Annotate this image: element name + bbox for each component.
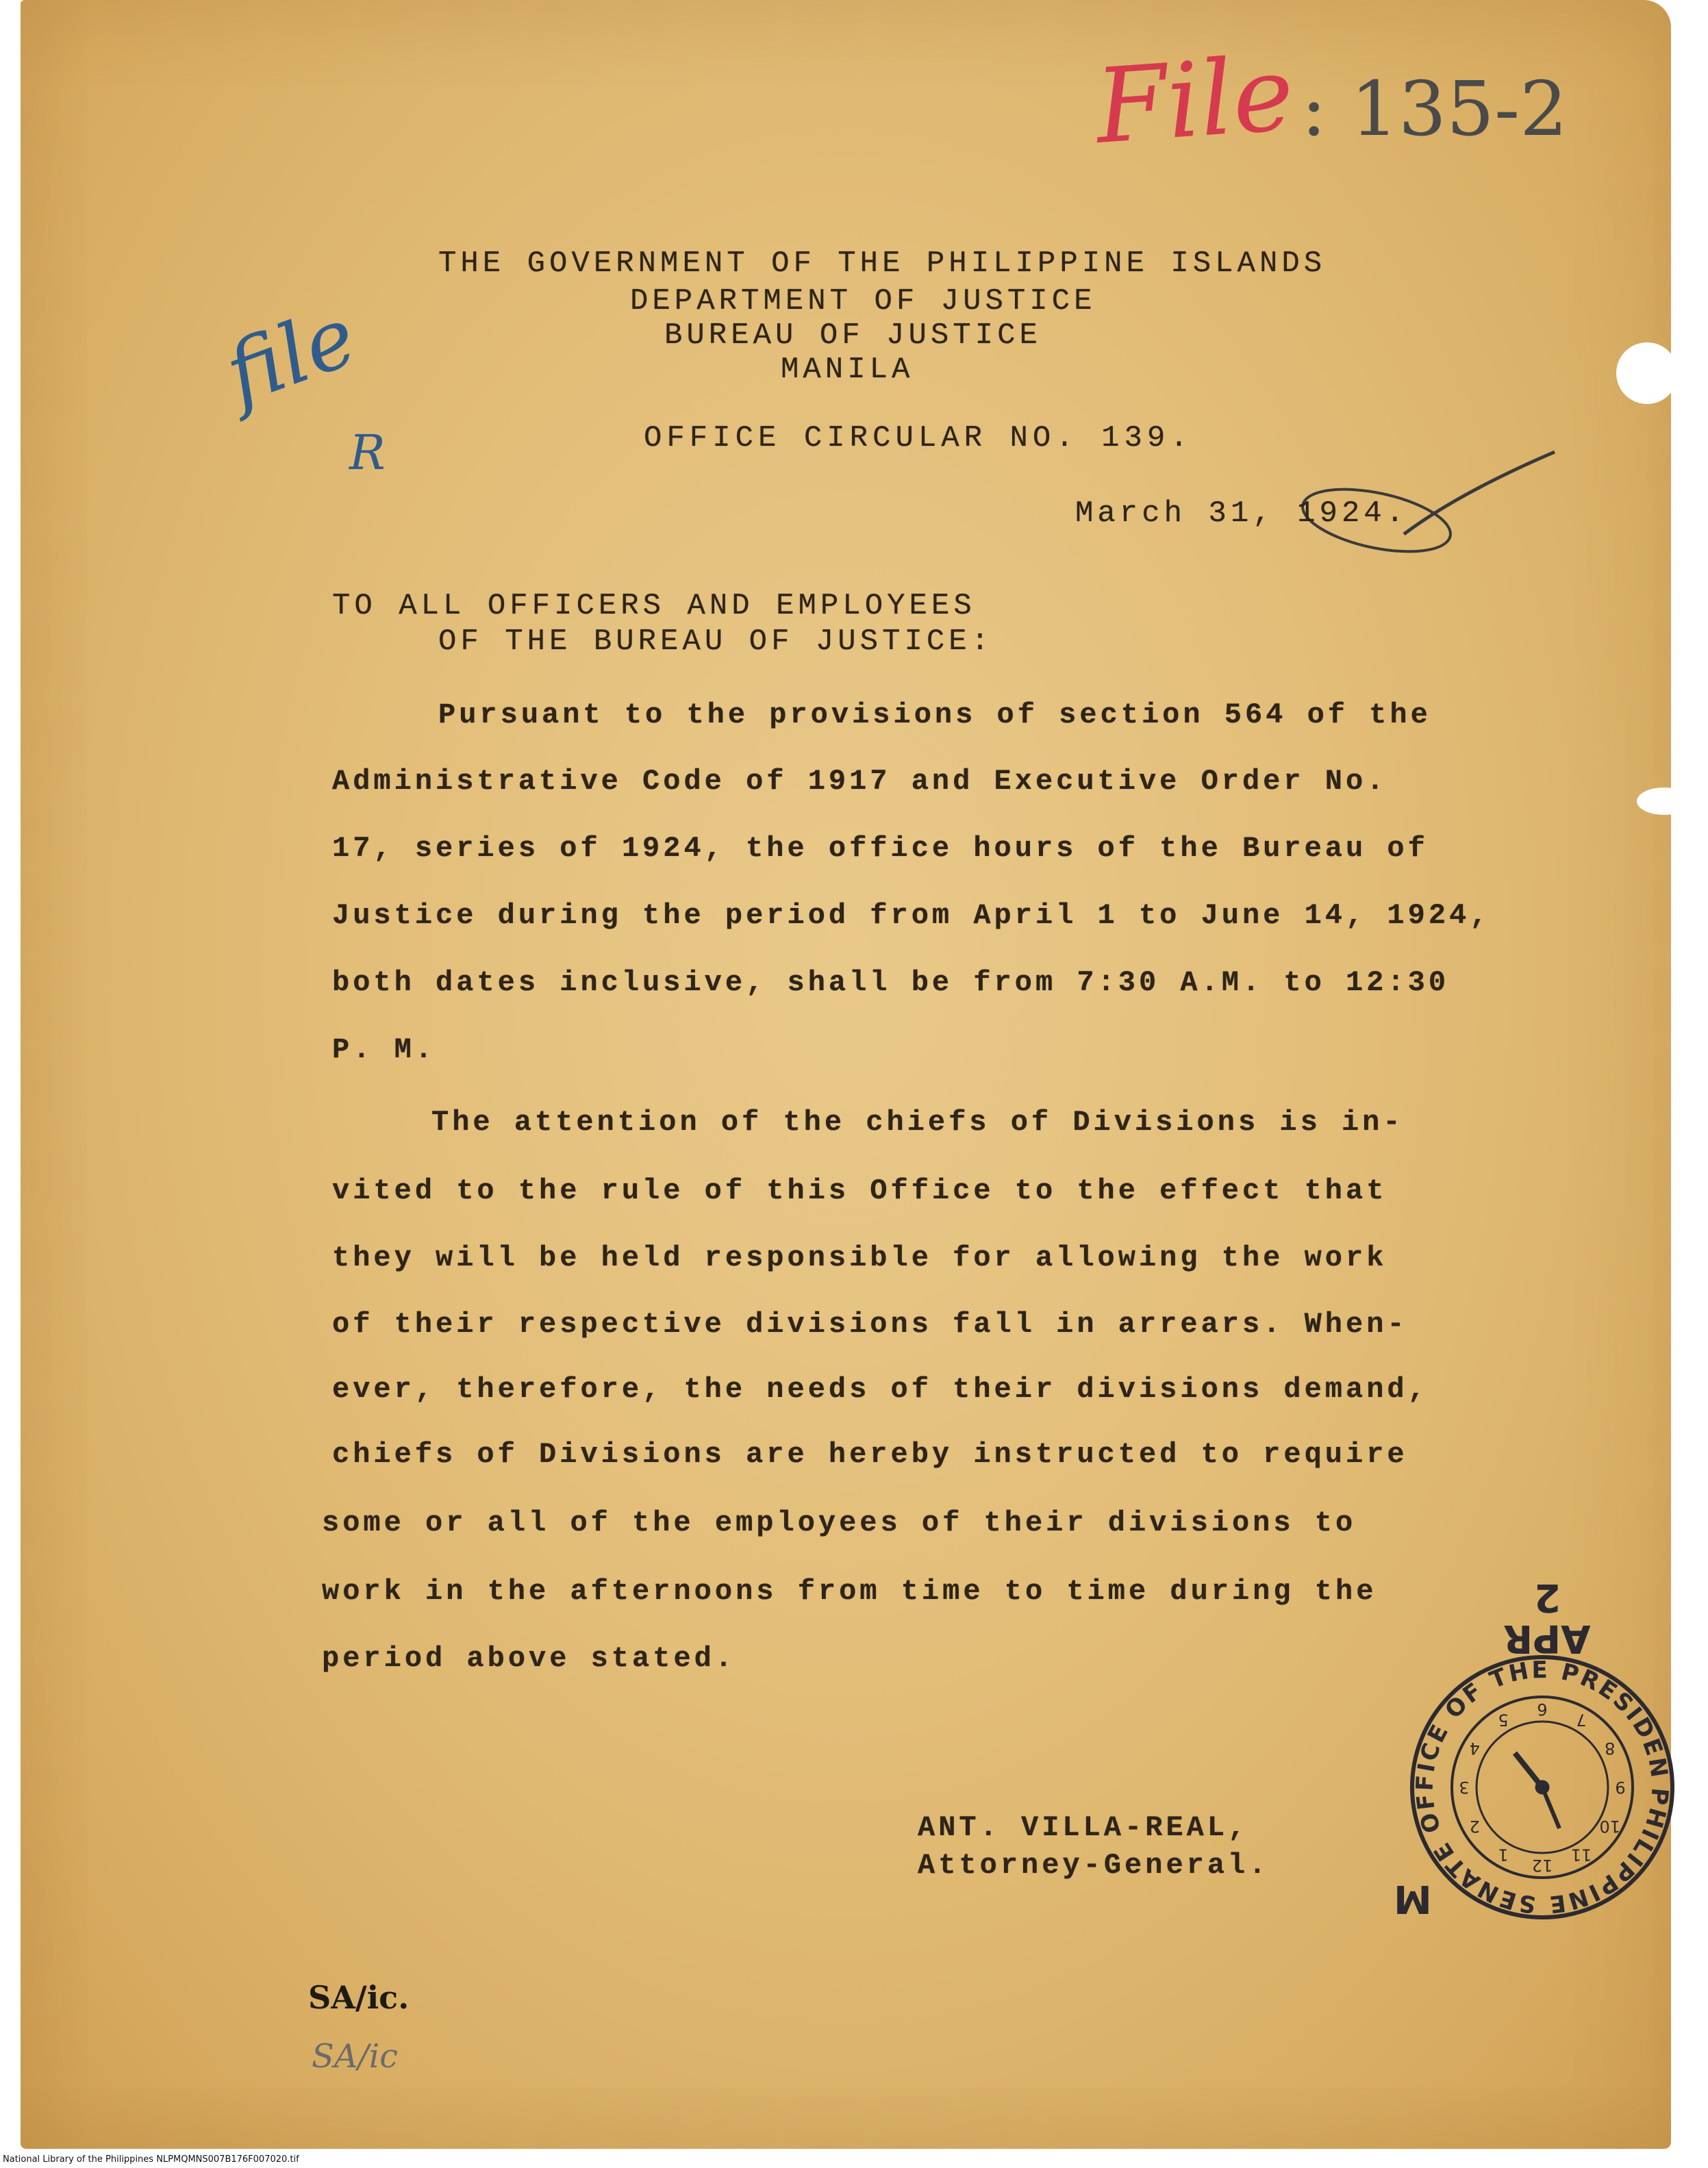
stamp-clock-numeral: 3: [1459, 1778, 1470, 1797]
left-margin-note: file: [213, 288, 368, 423]
body-line: Administrative Code of 1917 and Executive Order No.: [332, 765, 1387, 798]
stamp-clock-numeral: 10: [1599, 1817, 1621, 1836]
body-line: of their respective divisions fall in arrears. When-: [332, 1308, 1408, 1341]
address-line-2: OF THE BUREAU OF JUSTICE:: [438, 625, 994, 659]
stamp-day: 2: [1534, 1575, 1561, 1619]
circular-title: OFFICE CIRCULAR NO. 139.: [644, 421, 1193, 455]
file-number-pencil: : 135-2: [1301, 65, 1568, 153]
stamp-clock-numeral: 5: [1498, 1710, 1509, 1730]
svg-text:PHILIPPINE SENATE OFFICE OF T: PHILIPPINE SENATE OFFICE OF THE PRESIDEN: [1411, 1656, 1674, 1919]
file-note-red: File: [1092, 34, 1298, 167]
body-line: 17, series of 1924, the office hours of the Bureau of: [332, 832, 1429, 865]
senate-received-stamp: [1405, 1650, 1679, 1924]
stamp-seal-icon: [1405, 1650, 1679, 1924]
body-line: work in the afternoons from time to time during the: [322, 1575, 1377, 1608]
body-line: ever, therefore, the needs of their divisions demand,: [332, 1373, 1429, 1406]
stamp-clock-numeral: 6: [1537, 1700, 1548, 1719]
stamp-clock-numeral: 7: [1576, 1710, 1587, 1730]
initials-typed: SA/ic.: [308, 1979, 410, 2016]
stamp-clock-numeral: 12: [1531, 1856, 1553, 1875]
body-line: Justice during the period from April 1 to June 14, 1924,: [332, 899, 1491, 932]
body-line: Pursuant to the provisions of section 564 of the: [438, 698, 1431, 731]
body-line: some or all of the employees of their divisions to: [322, 1507, 1357, 1539]
torn-edge: [1616, 342, 1678, 404]
stamp-clock-numeral: 4: [1469, 1739, 1480, 1758]
header-department: DEPARTMENT OF JUSTICE: [630, 284, 1096, 318]
header-government: THE GOVERNMENT OF THE PHILIPPINE ISLANDS: [438, 247, 1327, 281]
body-line: period above stated.: [322, 1642, 736, 1675]
body-line: vited to the rule of this Office to the effect that: [332, 1174, 1387, 1207]
body-line: chiefs of Divisions are hereby instructed to require: [332, 1438, 1408, 1471]
header-city: MANILA: [781, 353, 914, 387]
header-bureau: BUREAU OF JUSTICE: [664, 318, 1042, 353]
body-line: The attention of the chiefs of Divisions is in-: [431, 1106, 1404, 1139]
body-line: they will be held responsible for allowing the work: [332, 1241, 1387, 1274]
body-line: both dates inclusive, shall be from 7:30 A.M. to 12:30: [332, 966, 1450, 999]
signature-name: ANT. VILLA-REAL,: [918, 1811, 1249, 1844]
body-line: P. M.: [332, 1033, 436, 1066]
scan-caption: National Library of the Philippines NLPMQMNS007B176F007020.tif: [3, 2154, 299, 2165]
torn-edge: [1637, 787, 1692, 815]
stamp-clock-numeral: 1: [1498, 1845, 1509, 1865]
initials-pencil: SA/ic: [312, 2037, 398, 2076]
stamp-clock-numeral: 9: [1615, 1778, 1626, 1797]
stamp-month: APR: [1503, 1616, 1591, 1661]
stamp-meridiem: M: [1394, 1876, 1432, 1921]
stamp-clock-numeral: 11: [1570, 1845, 1592, 1865]
circular-date: March 31, 1924.: [1075, 496, 1409, 531]
stamp-clock-numeral: 2: [1469, 1817, 1480, 1836]
left-margin-note-sub: R: [349, 425, 386, 481]
address-line-1: TO ALL OFFICERS AND EMPLOYEES: [332, 589, 976, 623]
stamp-clock-numeral: 8: [1605, 1739, 1616, 1758]
signature-title: Attorney-General.: [918, 1849, 1270, 1882]
